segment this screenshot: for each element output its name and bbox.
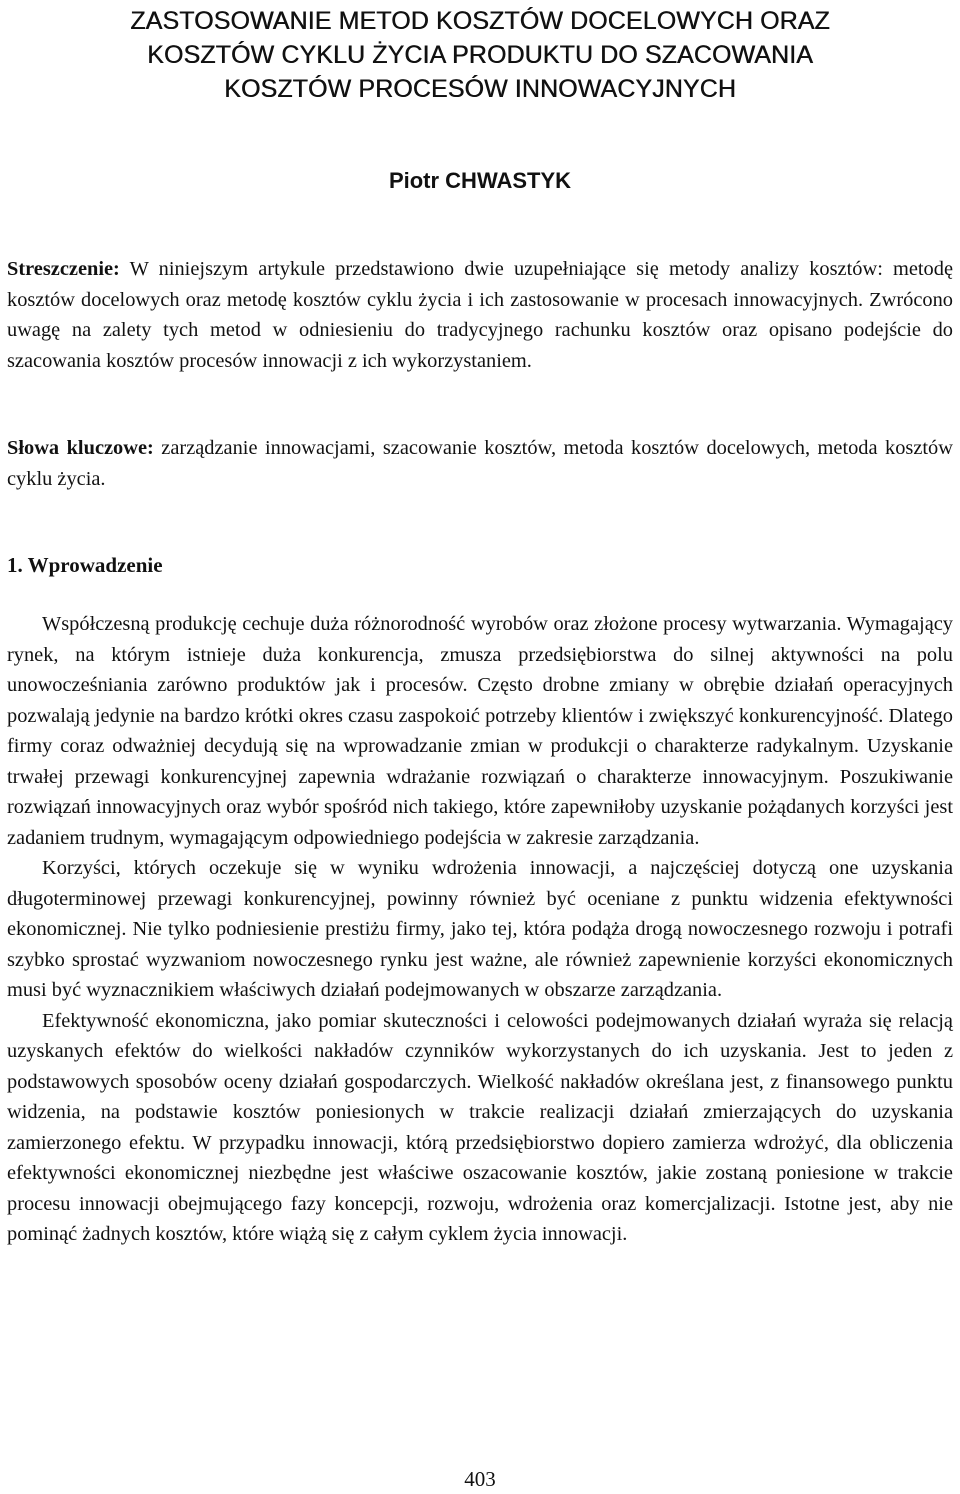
keywords-text: zarządzanie innowacjami, szacowanie kosztów, metoda kosztów docelowych, metoda kosztów cyklu życia.	[7, 437, 953, 490]
article-title	[7, 4, 953, 106]
title-line: KOSZTÓW CYKLU ŻYCIA PRODUKTU DO SZACOWANIA	[147, 41, 813, 69]
page-number: 403	[464, 1467, 496, 1491]
paragraph: Korzyści, których oczekuje się w wyniku wdrożenia innowacji, a najczęściej dotyczą one uzyskania długoterminowej przewagi konkurencyjnej, powinny również być oceniane z punktu widzenia efektywności ekonomicznej. Nie tylko podniesienie prestiżu firmy, jako tej, która podąża drogą nowoczesnego rozwoju i potrafi szybko sprostać wyzwaniom nowoczesnego rynku jest ważne, ale również zapewnienie korzyści ekonomicznych musi być wyznacznikiem właściwych działań podejmowanych w obszarze zarządzania.	[7, 857, 953, 1001]
title-line: KOSZTÓW PROCESÓW INNOWACYJNYCH	[224, 75, 736, 103]
author-name: Piotr CHWASTYK	[388, 168, 572, 193]
paragraph: Efektywność ekonomiczna, jako pomiar skuteczności i celowości podejmowanych działań wyraża się relacją uzyskanych efektów do wielkości nakładów czynników wykorzystanych do ich uzyskania. Jest to jeden z podstawowych sposobów oceny działań gospodarczych. Wielkość nakładów określana jest, z finansowego punktu widzenia, na podstawie kosztów poniesionych w trakcie realizacji działań zmierzających do uzyskania zamierzonego efektu. W przypadku innowacji, którą przedsiębiorstwo dopiero zamierza wdrożyć, dla obliczenia efektywności ekonomicznej niezbędne jest właściwe oszacowanie kosztów, jakie zostaną poniesione w trakcie procesu innowacji obejmującego fazy koncepcji, rozwoju, wdrożenia oraz komercjalizacji. Istotne jest, aby nie pominąć żadnych kosztów, które wiążą się z całym cyklem życia innowacji.	[7, 1009, 953, 1245]
keywords-label: Słowa kluczowe:	[7, 437, 154, 459]
keywords	[7, 433, 953, 494]
paragraph: Współczesną produkcję cechuje duża różnorodność wyrobów oraz złożone procesy wytwarzania. Wymagający rynek, na którym istnieje duża konkurencja, zmusza przedsiębiorstwa do silnej aktywności na polu unowocześniania zarówno produktów jak i procesów. Często drobne zmiany w obrębie działań operacyjnych pozwalają jedynie na bardzo krótki okres czasu zaspokoić potrzeby klientów i zwiększyć konkurencyjność. Dlatego firmy coraz odważniej decydują się na wprowadzanie zmian w produkcji o charakterze radykalnym. Uzyskanie trwałej przewagi konkurencyjnej zapewnia wdrażanie rozwiązań o charakterze innowacyjnym. Poszukiwanie rozwiązań innowacyjnych oraz wybór spośród nich takiego, które zapewniłoby uzyskanie pożądanych korzyści jest zadaniem trudnym, wymagającym odpowiedniego podejścia w zakresie zarządzania.	[7, 613, 953, 849]
abstract-text: W niniejszym artykule przedstawiono dwie uzupełniające się metody analizy kosztów: metodę kosztów docelowych oraz metodę kosztów cyklu życia i ich zastosowanie w procesach innowacyjnych. Zwrócono uwagę na zalety tych metod w odniesieniu do tradycyjnego rachunku kosztów oraz opisano podejście do szacowania kosztów procesów innowacji z ich wykorzystaniem.	[7, 258, 954, 372]
section-heading: 1. Wprowadzenie	[7, 553, 163, 577]
abstract-label: Streszczenie:	[7, 258, 120, 280]
title-line: ZASTOSOWANIE METOD KOSZTÓW DOCELOWYCH ORAZ	[130, 7, 830, 35]
body-text	[7, 609, 953, 1250]
abstract	[7, 254, 953, 376]
